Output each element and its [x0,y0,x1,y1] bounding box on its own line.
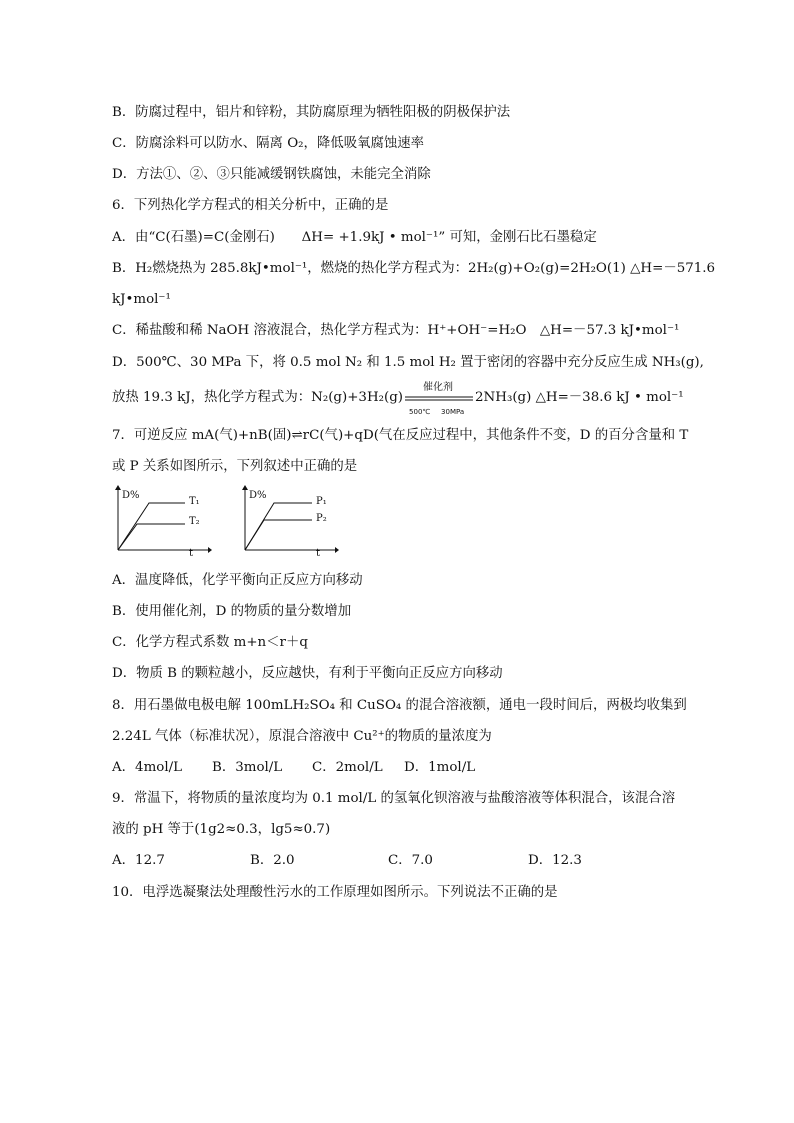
temperature-condition: 500℃ [409,408,431,416]
reaction-condition-arrow [403,382,475,416]
q9-option-d: D．12.3 [528,853,582,868]
q6-d-equation-left: 放热 19.3 kJ，热化学方程式为：N₂(g)+3H₂(g) [112,390,404,405]
q7-option-c: C．化学方程式系数 m+n＜r＋q [112,635,308,650]
q7-option-a: A．温度降低，化学平衡向正反应方向移动 [112,573,363,588]
graph2-curve-p2: P₂ [316,513,327,524]
graph1-curve-t1: T₁ [189,496,200,507]
q7-option-b: B．使用催化剂，D 的物质的量分数增加 [112,604,352,619]
q8-option-d: D．1mol/L [404,760,476,775]
q5-option-c: C．防腐涂料可以防水、隔离 O₂，降低吸氧腐蚀速率 [112,136,425,151]
q10-stem: 10．电浮选凝聚法处理酸性污水的工作原理如图所示。下列说法不正确的是 [112,885,558,900]
q8-option-b: B．3mol/L [212,760,283,775]
graph2-x-label: t [316,548,321,559]
q6-stem: 6．下列热化学方程式的相关分析中，正确的是 [112,198,389,213]
q9-stem-line2: 液的 pH 等于(1g2≈0.3，lg5≈0.7) [112,822,331,837]
q6-d-equation-right: 2NH₃(g) △H=－38.6 kJ • mol⁻¹ [475,390,684,405]
q6-option-d-line2 [112,382,684,416]
q7-stem-line2: 或 P 关系如图所示，下列叙述中正确的是 [112,459,358,474]
q6-option-d-line1: D．500℃、30 MPa 下，将 0.5 mol N₂ 和 1.5 mol H₂ 置于密闭的容器中充分反应生成 NH₃(g), [112,355,704,370]
q6-option-b-line1: B．H₂燃烧热为 285.8kJ•mol⁻¹，燃烧的热化学方程式为：2H₂(g)+O₂(g)=2H₂O(1) △H=－571.6 [112,261,716,276]
graph2-y-label: D% [249,490,267,501]
q6-option-b-line2: kJ•mol⁻¹ [112,292,171,307]
q5-option-b: B．防腐过程中，铝片和锌粉，其防腐原理为牺牲阳极的阴极保护法 [112,105,511,120]
q8-stem-line1: 8．用石墨做电极电解 100mLH₂SO₄ 和 CuSO₄ 的混合溶液额，通电一段时间后，两极均收集到 [112,698,687,713]
graph1-y-label: D% [122,490,140,501]
q7-option-d: D．物质 B 的颗粒越小，反应越快，有利于平衡向正反应方向移动 [112,666,503,681]
q5-option-d: D．方法①、②、③只能减缓钢铁腐蚀，未能完全消除 [112,167,431,182]
q9-stem-line1: 9．常温下，将物质的量浓度均为 0.1 mol/L 的氢氧化钡溶液与盐酸溶液等体积混合，该混合溶 [112,791,676,806]
graph1-curve-t2: T₂ [189,516,200,527]
q9-options [112,852,582,870]
catalyst-label: 催化剂 [423,382,454,393]
q7-graph-temperature [112,484,212,564]
q7-graph-pressure [239,484,339,564]
q6-option-a: A．由“C(石墨)=C(金刚石) ΔH= +1.9kJ • mol⁻¹” 可知，金刚石比石墨稳定 [112,230,597,245]
q8-options [112,759,475,777]
q7-stem-line1: 7．可逆反应 mA(气)+nB(固)⇌rC(气)+qD(气在反应过程中，其他条件不变，D 的百分含量和 T [112,428,689,443]
q6-option-c: C．稀盐酸和稀 NaOH 溶液混合，热化学方程式为：H⁺+OH⁻=H₂O △H=－57.3 kJ•mol⁻¹ [112,323,680,338]
q8-option-a: A．4mol/L [112,760,183,775]
q8-stem-line2: 2.24L 气体（标准状况），原混合溶液中 Cu²⁺的物质的量浓度为 [112,729,492,744]
q9-option-a: A．12.7 [112,853,165,868]
pressure-condition: 30MPa [441,408,465,416]
graph2-curve-p1: P₁ [316,496,327,507]
q9-option-b: B．2.0 [250,853,295,868]
q8-option-c: C．2mol/L [312,760,383,775]
graph1-x-label: t [189,548,194,559]
q9-option-c: C．7.0 [388,853,433,868]
